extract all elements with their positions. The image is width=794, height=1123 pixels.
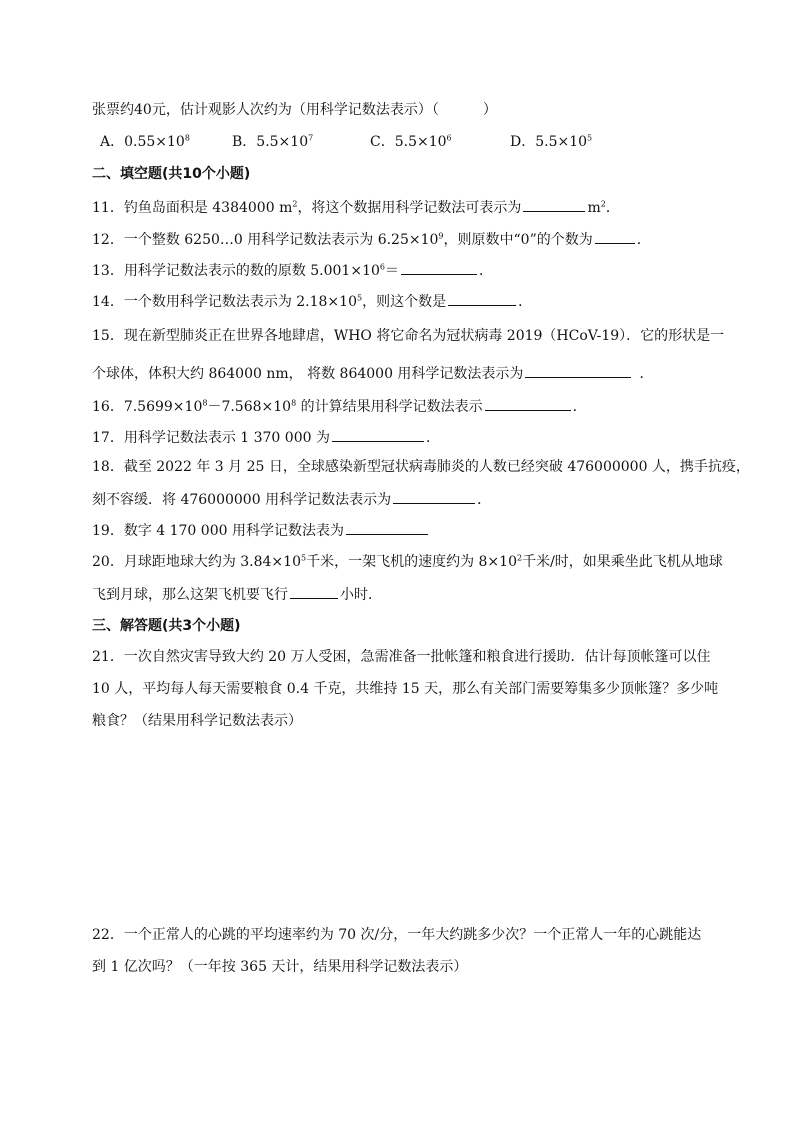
option-b-text: B．5.5×10 bbox=[232, 134, 309, 150]
q16-answer-blank[interactable] bbox=[485, 395, 571, 411]
q11-unit-sup: 2 bbox=[600, 199, 606, 209]
q16-text-post: 的计算结果用科学记数法表示 bbox=[296, 399, 483, 415]
q16-sup1: 8 bbox=[202, 398, 208, 408]
q19-text-pre: 19．数字 4 170 000 用科学记数法表为 bbox=[92, 523, 344, 539]
q16 bbox=[92, 395, 587, 417]
q17-text-pre: 17．用科学记数法表示 1 370 000 为 bbox=[92, 430, 330, 446]
q12-end: ． bbox=[636, 232, 651, 248]
q20-line2-text: 飞到月球，那么这架飞机要飞行 bbox=[92, 587, 288, 603]
q10-option-c[interactable] bbox=[370, 132, 452, 152]
q11-answer-blank[interactable] bbox=[523, 196, 585, 212]
q10-stem-tail bbox=[92, 100, 497, 120]
q14-end: ． bbox=[518, 294, 533, 310]
option-a-exp: 8 bbox=[184, 133, 190, 143]
q15-end: ． bbox=[639, 366, 654, 382]
q14-answer-blank[interactable] bbox=[448, 290, 516, 306]
q20-line2-end: 小时． bbox=[340, 587, 382, 603]
option-c-exp: 6 bbox=[446, 133, 452, 143]
q21-line2: 10 人，平均每人每天需要粮食 0.4 千克，共维持 15 天，那么有关部门需要筹集多少顶帐篷？多少吨 bbox=[92, 681, 719, 697]
q10-option-b[interactable] bbox=[232, 132, 313, 152]
section3-heading: 三、解答题(共3个小题) bbox=[92, 618, 241, 634]
option-a-text: A．0.55×10 bbox=[100, 134, 185, 150]
q15-line2 bbox=[92, 362, 653, 384]
q21-line1: 21．一次自然灾害导致大约 20 万人受困，急需准备一批帐篷和粮食进行援助．估计每顶帐篷可以住 bbox=[92, 649, 711, 665]
q15-text: 个球体，体积大约 864000 nm， 将数 864000 用科学记数法表示为 bbox=[92, 366, 524, 382]
q20-line2 bbox=[92, 583, 382, 605]
q20-text-pre: 20．月球距地球大约为 3.84×10 bbox=[92, 554, 301, 570]
q18-end: ． bbox=[477, 492, 492, 508]
q12-sup: 9 bbox=[438, 231, 444, 241]
q11 bbox=[92, 196, 620, 218]
q10-option-a[interactable] bbox=[100, 132, 190, 152]
q22-line2: 到 1 亿次吗？（一年按 365 天计，结果用科学记数法表示） bbox=[92, 959, 468, 975]
option-c-text: C．5.5×10 bbox=[370, 134, 447, 150]
q19 bbox=[92, 519, 430, 541]
q20-answer-blank[interactable] bbox=[290, 583, 338, 599]
q10-option-d[interactable] bbox=[510, 132, 592, 152]
q20-sup1: 5 bbox=[300, 553, 307, 563]
option-d-text: D．5.5×10 bbox=[510, 134, 588, 150]
q18-line1: 18．截至 2022 年 3 月 25 日，全球感染新型冠状病毒肺炎的人数已经突破 476000000 人，携手抗疫， bbox=[92, 459, 750, 475]
q16-end: ． bbox=[572, 399, 587, 415]
option-d-exp: 5 bbox=[587, 133, 593, 143]
q18-text: 刻不容缓．将 476000000 用科学记数法表示为 bbox=[92, 492, 392, 508]
q11-unit: m bbox=[587, 200, 601, 216]
q19-answer-blank[interactable] bbox=[346, 519, 428, 535]
q21-line3: 粮食？（结果用科学记数法表示） bbox=[92, 713, 302, 729]
option-b-exp: 7 bbox=[308, 133, 314, 143]
q13-text-post: ＝ bbox=[384, 263, 399, 279]
q13-text-pre: 13．用科学记数法表示的数的原数 5.001×10 bbox=[92, 263, 380, 279]
q18-answer-blank[interactable] bbox=[393, 488, 475, 504]
q12 bbox=[92, 228, 651, 250]
q16-text-pre: 16．7.5699×10 bbox=[92, 399, 203, 415]
q12-answer-blank[interactable] bbox=[595, 228, 635, 244]
q10-stem-close: ） bbox=[482, 102, 497, 118]
q16-sup2: 8 bbox=[291, 398, 297, 408]
q20-text-mid: 千米，一架飞机的速度约为 8×10 bbox=[306, 554, 517, 570]
q20-sup2: 2 bbox=[516, 553, 523, 563]
q17-answer-blank[interactable] bbox=[332, 426, 424, 442]
q17-end: ． bbox=[425, 430, 440, 446]
q12-text-post: ，则原数中“0”的个数为 bbox=[443, 232, 593, 248]
q20-text-post: 千米/时，如果乘坐此飞机从地球 bbox=[522, 554, 723, 570]
q12-text-pre: 12．一个整数 6250…0 用科学记数法表示为 6.25×10 bbox=[92, 232, 439, 248]
q11-sup1: 2 bbox=[292, 199, 298, 209]
q22-line1: 22．一个正常人的心跳的平均速率约为 70 次/分，一年大约跳多少次？一个正常人一年的心跳能达 bbox=[92, 927, 702, 943]
q11-end: ． bbox=[605, 200, 620, 216]
q15-line1: 15．现在新型肺炎正在世界各地肆虐，WHO 将它命名为冠状病毒 2019（HCoV-19）．它的形状是一 bbox=[92, 328, 725, 344]
q14-text-pre: 14．一个数用科学记数法表示为 2.18×10 bbox=[92, 294, 357, 310]
q15-answer-blank[interactable] bbox=[525, 362, 631, 378]
q14-text-post: ，则这个数是 bbox=[362, 294, 447, 310]
q17 bbox=[92, 426, 440, 448]
q16-text-mid: －7.568×10 bbox=[207, 399, 292, 415]
section2-heading: 二、填空题(共10个小题) bbox=[92, 166, 251, 182]
q11-text-mid: ，将这个数据用科学记数法可表示为 bbox=[297, 200, 522, 216]
q11-text-pre: 11．钓鱼岛面积是 4384000 m bbox=[92, 200, 293, 216]
q13-sup: 6 bbox=[379, 262, 385, 272]
q14 bbox=[92, 290, 532, 312]
q13-answer-blank[interactable] bbox=[401, 259, 477, 275]
q13-end: ． bbox=[478, 263, 493, 279]
q20-line1 bbox=[92, 552, 723, 572]
q18-line2 bbox=[92, 488, 491, 510]
q14-sup: 5 bbox=[356, 293, 363, 303]
q13 bbox=[92, 259, 493, 281]
q10-stem-text: 张票约40元，估计观影人次约为（用科学记数法表示）（ bbox=[92, 102, 439, 118]
